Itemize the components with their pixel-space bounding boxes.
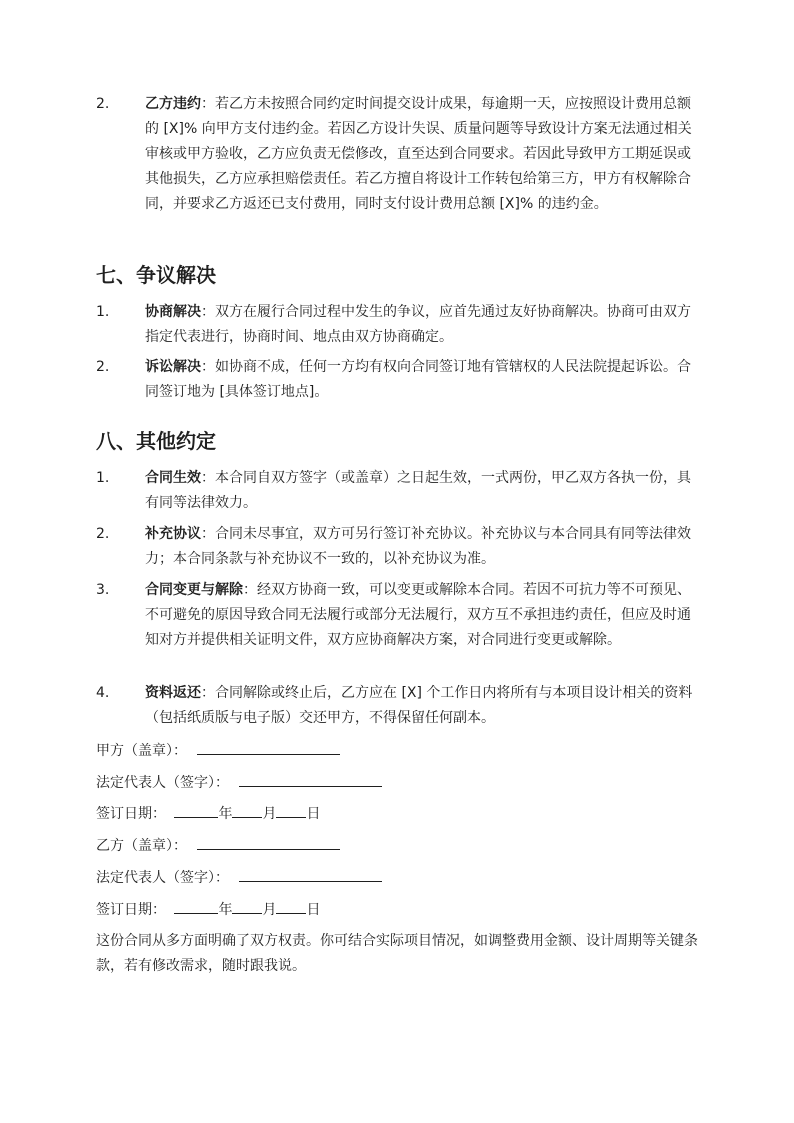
party-a-date-label: 签订日期：	[96, 806, 166, 822]
clause-term: 乙方违约	[145, 96, 201, 112]
list-item	[96, 466, 700, 516]
clause-number: 3.	[96, 582, 110, 598]
clause-number: 2.	[96, 96, 110, 112]
list-item	[96, 355, 700, 405]
party-b-rep-line	[96, 867, 382, 889]
year-label: 年	[218, 806, 233, 822]
day-label: 日	[306, 806, 321, 822]
party-b-month-blank[interactable]	[232, 899, 262, 914]
clause-number: 1.	[96, 470, 110, 486]
party-b-seal-line	[96, 835, 340, 857]
month-label: 月	[262, 806, 277, 822]
year-label: 年	[218, 902, 233, 918]
list-item	[96, 578, 700, 653]
clause-text: ：经双方协商一致，可以变更或解除本合同。若因不可抗力等不可预见、不可避免的原因导致合同无法履行或部分无法履行，双方互不承担违约责任，但应及时通知对方并提供相关证明文件，双方应协商解决方案，对合同进行变更或解除。	[145, 582, 691, 648]
clause-text: ：合同解除或终止后，乙方应在 [X] 个工作日内将所有与本项目设计相关的资料（包括纸质版与电子版）交还甲方，不得保留任何副本。	[145, 685, 693, 726]
clause-number: 4.	[96, 685, 110, 701]
clause-number: 2.	[96, 359, 110, 375]
party-b-day-blank[interactable]	[276, 899, 306, 914]
party-a-rep-label: 法定代表人（签字）：	[96, 775, 229, 791]
day-label: 日	[306, 902, 321, 918]
party-b-label: 乙方（盖章）：	[96, 838, 187, 854]
list-item	[96, 522, 700, 572]
party-b-rep-label: 法定代表人（签字）：	[96, 870, 229, 886]
month-label: 月	[262, 902, 277, 918]
party-a-year-blank[interactable]	[174, 803, 218, 818]
party-a-date-line	[96, 803, 320, 825]
section-heading-dispute: 七、争议解决	[96, 263, 216, 287]
clause-number: 1.	[96, 304, 110, 320]
party-a-month-blank[interactable]	[232, 803, 262, 818]
clause-term: 补充协议	[145, 526, 201, 542]
party-b-rep-blank[interactable]	[239, 867, 382, 882]
party-a-seal-line	[96, 740, 340, 762]
party-b-date-label: 签订日期：	[96, 902, 166, 918]
party-b-date-line	[96, 899, 320, 921]
clause-text: ：双方在履行合同过程中发生的争议，应首先通过友好协商解决。协商可由双方指定代表进行，协商时间、地点由双方协商确定。	[145, 304, 691, 345]
clause-text: ：本合同自双方签字（或盖章）之日起生效，一式两份，甲乙双方各执一份，具有同等法律效力。	[145, 470, 691, 511]
party-b-seal-blank[interactable]	[197, 835, 340, 850]
party-a-rep-line	[96, 772, 382, 794]
clause-term: 资料返还	[145, 685, 201, 701]
clause-text: ：若乙方未按照合同约定时间提交设计成果，每逾期一天，应按照设计费用总额的 [X]% 向甲方支付违约金。若因乙方设计失误、质量问题等导致设计方案无法通过相关审核或甲方验收，乙方应负责无偿修改，直至达到合同要求。若因此导致甲方工期延误或其他损失，乙方应承担赔偿责任。若乙方擅自将设计工作转包给第三方，甲方有权解除合同，并要求乙方返还已支付费用，同时支付设计费用总额 [X]% 的违约金。	[145, 96, 692, 212]
clause-term: 协商解决	[145, 304, 201, 320]
clause-text: ：合同未尽事宜，双方可另行签订补充协议。补充协议与本合同具有同等法律效力；本合同条款与补充协议不一致的，以补充协议为准。	[145, 526, 691, 567]
party-a-rep-blank[interactable]	[239, 772, 382, 787]
closing-note: 这份合同从多方面明确了双方权责。你可结合实际项目情况，如调整费用金额、设计周期等关键条款，若有修改需求，随时跟我说。	[96, 933, 698, 974]
list-item	[96, 681, 700, 731]
clause-term: 合同生效	[145, 470, 201, 486]
party-a-day-blank[interactable]	[276, 803, 306, 818]
clause-number: 2.	[96, 526, 110, 542]
party-a-seal-blank[interactable]	[197, 740, 340, 755]
clause-term: 诉讼解决	[145, 359, 201, 375]
party-b-year-blank[interactable]	[174, 899, 218, 914]
clause-text: ：如协商不成，任何一方均有权向合同签订地有管辖权的人民法院提起诉讼。合同签订地为 [具体签订地点]。	[145, 359, 691, 400]
section-heading-other: 八、其他约定	[96, 429, 216, 453]
list-item	[96, 300, 700, 350]
clause-term: 合同变更与解除	[145, 582, 243, 598]
party-a-label: 甲方（盖章）：	[96, 743, 187, 759]
breach-clause	[96, 92, 700, 217]
